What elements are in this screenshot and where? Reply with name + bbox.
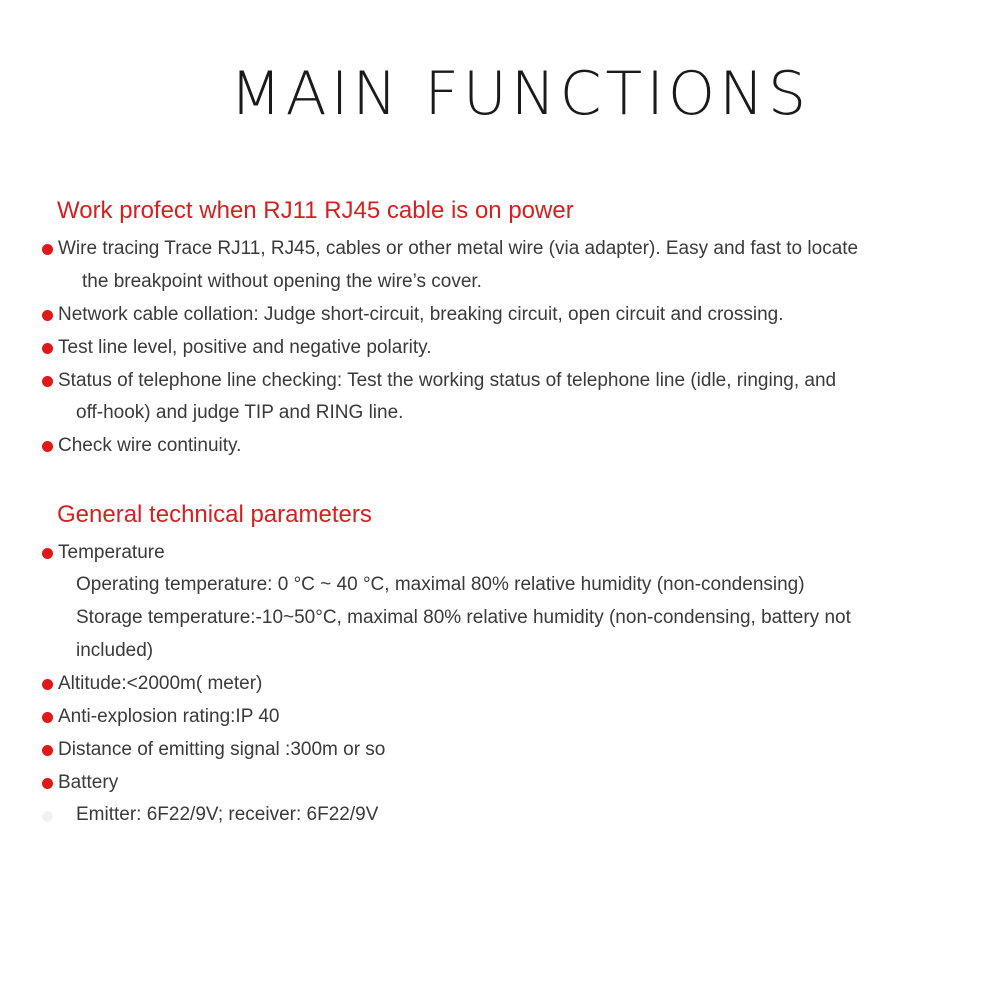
operating-temperature: Operating temperature: 0 °C ~ 40 °C, maximal 80% relative humidity (non-condensing)	[76, 574, 805, 595]
list-item-wire-tracing-cont: the breakpoint without opening the wire’s cover.	[82, 271, 482, 292]
list-item-anti-explosion: Anti-explosion rating:IP 40	[58, 706, 280, 727]
bullet-icon	[42, 244, 53, 255]
storage-temperature-cont: included)	[76, 640, 154, 661]
bullet-icon	[42, 310, 53, 321]
list-item-wire-tracing: Wire tracing Trace RJ11, RJ45, cables or other metal wire (via adapter). Easy and fast to locate	[58, 238, 859, 259]
list-item-altitude: Altitude:<2000m( meter)	[58, 673, 263, 694]
bullet-icon	[42, 548, 53, 559]
bullet-icon	[42, 745, 53, 756]
list-item-line-level: Test line level, positive and negative polarity.	[58, 337, 432, 358]
bullet-icon	[42, 811, 53, 822]
list-item-telephone-status: Status of telephone line checking: Test the working status of telephone line (idle, ringing, and	[58, 370, 837, 391]
list-item-continuity: Check wire continuity.	[58, 435, 242, 456]
bullet-icon	[42, 679, 53, 690]
list-item-temperature: Temperature	[58, 542, 165, 563]
section-heading-functions: Work profect when RJ11 RJ45 cable is on power	[57, 197, 574, 224]
battery-spec: Emitter: 6F22/9V; receiver: 6F22/9V	[76, 804, 379, 825]
list-item-telephone-status-cont: off-hook) and judge TIP and RING line.	[76, 402, 404, 423]
bullet-icon	[42, 441, 53, 452]
bullet-icon	[42, 712, 53, 723]
list-item-cable-collation: Network cable collation: Judge short-circuit, breaking circuit, open circuit and crossing.	[58, 304, 784, 325]
page-title: MAIN FUNCTIONS	[229, 59, 811, 129]
section-heading-parameters: General technical parameters	[57, 501, 372, 528]
bullet-icon	[42, 376, 53, 387]
storage-temperature: Storage temperature:-10~50°C, maximal 80% relative humidity (non-condensing, battery not	[76, 607, 851, 628]
bullet-icon	[42, 343, 53, 354]
bullet-icon	[42, 778, 53, 789]
list-item-signal-distance: Distance of emitting signal :300m or so	[58, 739, 386, 760]
list-item-battery: Battery	[58, 772, 119, 793]
